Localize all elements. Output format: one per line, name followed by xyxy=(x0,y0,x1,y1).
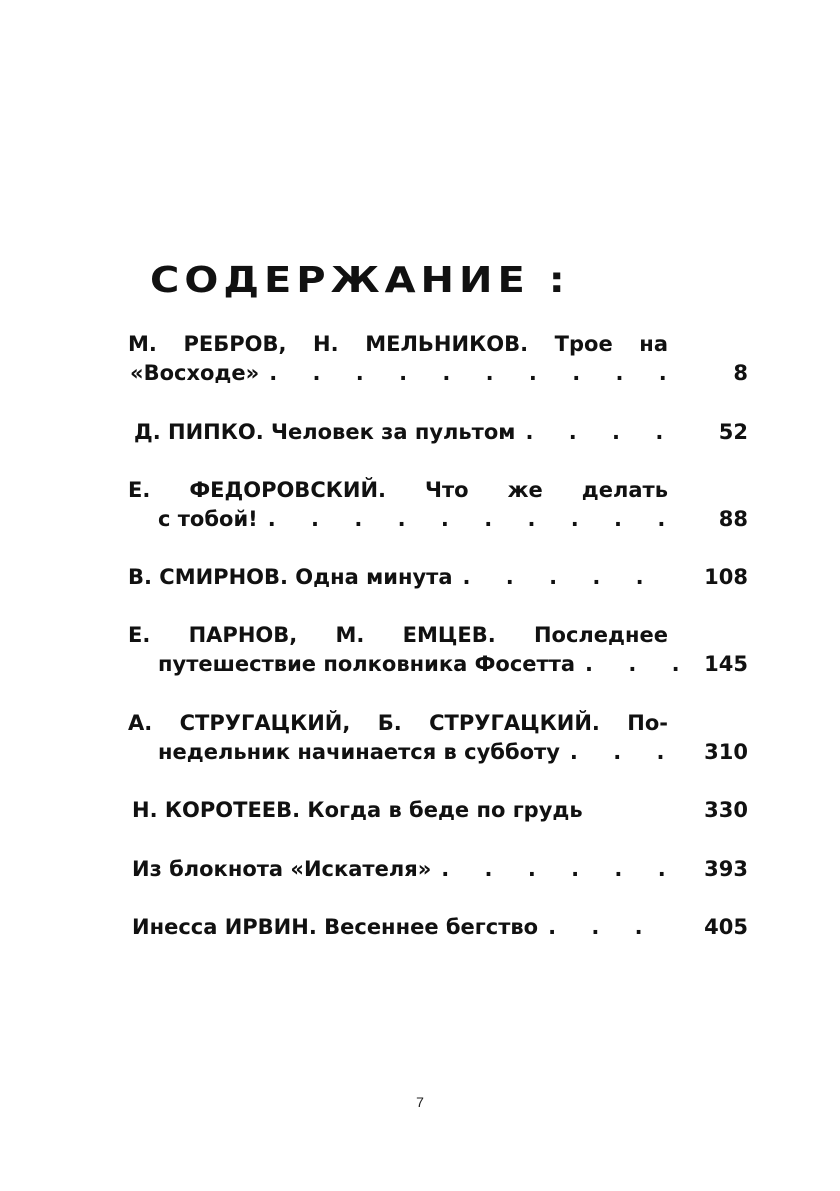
toc-entry[interactable] xyxy=(128,621,748,679)
contents-heading: СОДЕРЖАНИЕ : xyxy=(150,259,570,302)
leader-dots xyxy=(259,359,678,388)
leader-dots xyxy=(515,418,678,447)
toc-entry[interactable] xyxy=(134,418,748,447)
toc-page-number: 393 xyxy=(704,857,748,881)
toc-page-number: 330 xyxy=(704,798,748,822)
toc-entry-title: Д. ПИПКО. Человек за пультом xyxy=(134,420,516,444)
toc-entry-title: Е. ПАРНОВ, М. ЕМЦЕВ. Последнее xyxy=(128,623,668,647)
toc-entry[interactable] xyxy=(132,913,748,942)
toc-entry-title: Инесса ИРВИН. Весеннее бегство xyxy=(132,915,539,939)
toc-entry-title: В. СМИРНОВ. Одна минута xyxy=(128,565,453,589)
toc-entry-title: А. СТРУГАЦКИЙ, Б. СТРУГАЦКИЙ. По- xyxy=(128,711,668,735)
toc-entry[interactable] xyxy=(128,476,748,534)
toc-entry-title-cont: с тобой! xyxy=(158,507,258,531)
toc-entry-title: М. РЕБРОВ, Н. МЕЛЬНИКОВ. Трое на xyxy=(128,332,668,356)
toc-entry-title-cont: путешествие полковника Фосетта xyxy=(158,652,576,676)
leader-dots xyxy=(258,505,678,534)
toc-entry[interactable] xyxy=(132,855,748,884)
toc-entry-title: Из блокнота «Искателя» xyxy=(132,857,432,881)
toc-page-number: 88 xyxy=(718,507,748,531)
leader-dots xyxy=(575,650,678,679)
toc-entry-title: Е. ФЕДОРОВСКИЙ. Что же делать xyxy=(128,478,668,502)
leader-dots xyxy=(453,563,678,592)
leader-dots xyxy=(538,913,678,942)
toc-entry-title-cont: недельник начинается в субботу xyxy=(158,740,560,764)
toc-page-number: 8 xyxy=(733,361,748,385)
toc-page-number: 405 xyxy=(704,915,748,939)
toc-page-number: 145 xyxy=(704,652,748,676)
toc-entry[interactable] xyxy=(128,330,748,388)
page-number: 7 xyxy=(416,1094,424,1110)
toc-entry-title-cont: «Восходе» xyxy=(130,361,260,385)
leader-dots xyxy=(560,738,678,767)
toc-page-number: 52 xyxy=(718,420,748,444)
toc-page-number: 108 xyxy=(704,565,748,589)
toc-entry[interactable] xyxy=(132,796,748,825)
toc-entry[interactable] xyxy=(128,709,748,767)
toc-page-number: 310 xyxy=(704,740,748,764)
toc-entry-title: Н. КОРОТЕЕВ. Когда в беде по грудь xyxy=(132,798,583,822)
toc-entry[interactable] xyxy=(128,563,748,592)
leader-dots xyxy=(431,855,678,884)
